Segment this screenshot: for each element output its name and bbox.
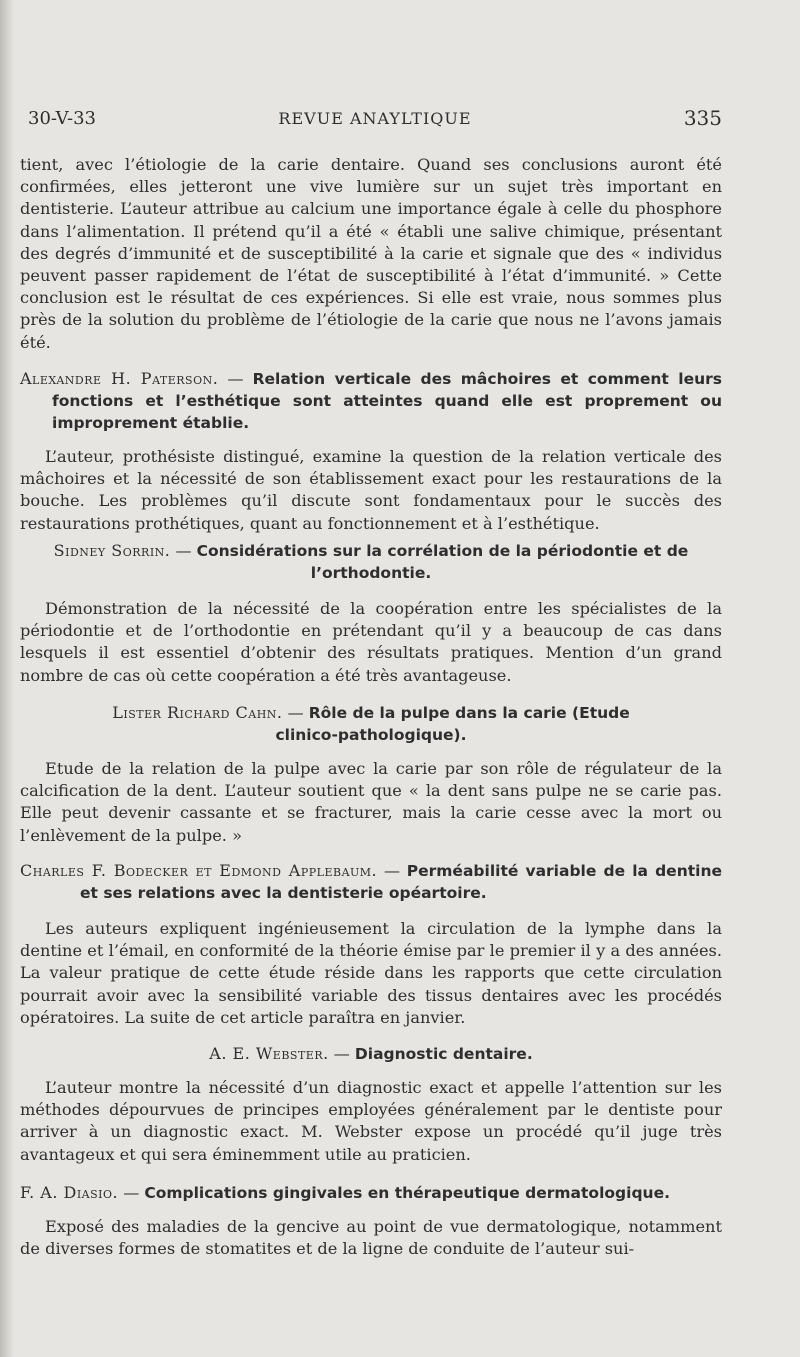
article-title: Rôle de la pulpe dans la carie (Etude clinico-pathologique). xyxy=(275,704,630,744)
article-body: Les auteurs expliquent ingénieusement la circulation de la lymphe dans la dentine et l’émail, en conformité de la théorie émise par le premier il y a des années. La valeur pratique de cette étude réside dans les rapports que cette circulation pourrait avoir avec la sensibilité variable des tissus dentaires avec les procédés opératoires. La suite de cet article paraîtra en janvier. xyxy=(20,919,722,1027)
article-heading xyxy=(20,860,722,904)
header-date: 30-V-33 xyxy=(28,108,97,129)
article-author: Charles F. Bodecker et Edmond Applebaum. xyxy=(20,861,378,880)
article-body: L’auteur montre la nécessité d’un diagnostic exact et appelle l’attention sur les méthodes dépourvues de principes employées généralement par le dentiste pour arriver à un diagnostic exact. M. Webster expose un procédé qu’il juge très avantageux et qui sera éminemment utile au praticien. xyxy=(20,1078,722,1164)
article-body: L’auteur, prothésiste distingué, examine la question de la relation verticale des mâchoires et la nécessité de son établissement exact pour les restaurations de la bouche. Les problèmes qu’il discute sont fondamentaux pour le succès des restaurations prothétiques, quant au fonctionnement et à l’esthétique. xyxy=(20,447,722,533)
article-title: Diagnostic dentaire. xyxy=(354,1045,533,1063)
page-edge-shadow xyxy=(0,0,14,1357)
header-page-number: 335 xyxy=(683,106,722,130)
article-diasio xyxy=(20,1182,722,1260)
article-title: Complications gingivales en thérapeutique dermatologique. xyxy=(144,1184,670,1202)
heading-dash: — xyxy=(383,861,400,880)
article-author: Sidney Sorrin. xyxy=(53,541,171,560)
article-author: A. E. Webster. xyxy=(209,1044,329,1063)
article-sorrin xyxy=(20,540,722,687)
article-body: Etude de la relation de la pulpe avec la carie par son rôle de régulateur de la calcification de la dent. L’auteur soutient que « la dent sans pulpe ne se carie pas. Elle peut devenir cassante et se fracturer, mais la carie cesse avec la mort ou l’enlèvement de la pulpe. » xyxy=(20,759,722,845)
article-body: Démonstration de la nécessité de la coopération entre les spécialistes de la périodontie et de l’orthodontie en prétendant qu’il y a beaucoup de cas dans lesquels il est essentiel d’obtenir des résultats pratiques. Mention d’un grand nombre de cas où cette coopération a été très avantageuse. xyxy=(20,599,722,685)
article-author: Lister Richard Cahn. xyxy=(112,703,283,722)
intro-paragraph: tient, avec l’étiologie de la carie dentaire. Quand ses conclusions auront été confirmées, elles jetteront une vive lumière sur un sujet très important en dentisterie. L’auteur attribue au calcium une importance égale à celle du phosphore dans l’alimentation. Il prétend qu’il a été « établi une salive chimique, présentant des degrés d’immunité et de susceptibilité à la carie et signale que des « individus peuvent passer rapidement de l’état de susceptibilité à l’état d’immunité. » Cette conclusion est le résultat de ces expériences. Si elle est vraie, nous sommes plus près de la solution du problème de l’étiologie de la carie que nous ne l’avons jamais été. xyxy=(20,155,722,352)
article-heading xyxy=(20,1043,722,1065)
article-heading xyxy=(20,540,722,584)
header-journal-title: REVUE ANAYLTIQUE xyxy=(278,109,472,128)
article-title: Perméabilité variable de la dentine et ses relations avec la dentisterie opéartoire. xyxy=(80,862,723,902)
heading-dash: — xyxy=(227,369,244,388)
heading-dash: — xyxy=(287,703,304,722)
article-title: Relation verticale des mâchoires et comment leurs fonctions et l’esthétique sont atteintes quand elle est proprement ou improprement établie. xyxy=(52,370,722,432)
heading-dash: — xyxy=(175,541,192,560)
article-author: Alexandre H. Paterson. xyxy=(20,369,219,388)
running-header xyxy=(28,104,722,134)
article-body: Exposé des maladies de la gencive au point de vue dermatologique, notamment de diverses formes de stomatites et de la ligne de conduite de l’auteur sui- xyxy=(20,1217,722,1259)
article-paterson xyxy=(20,368,722,535)
heading-dash: — xyxy=(333,1044,350,1063)
article-heading xyxy=(20,1182,722,1204)
article-webster xyxy=(20,1043,722,1166)
article-cahn xyxy=(20,702,722,847)
article-heading xyxy=(20,702,722,746)
heading-dash: — xyxy=(123,1183,140,1202)
article-title: Considérations sur la corrélation de la périodontie et de l’orthodontie. xyxy=(196,542,689,582)
article-heading xyxy=(20,368,722,434)
article-bodecker-applebaum xyxy=(20,860,722,1029)
article-author: F. A. Diasio. xyxy=(20,1183,119,1202)
